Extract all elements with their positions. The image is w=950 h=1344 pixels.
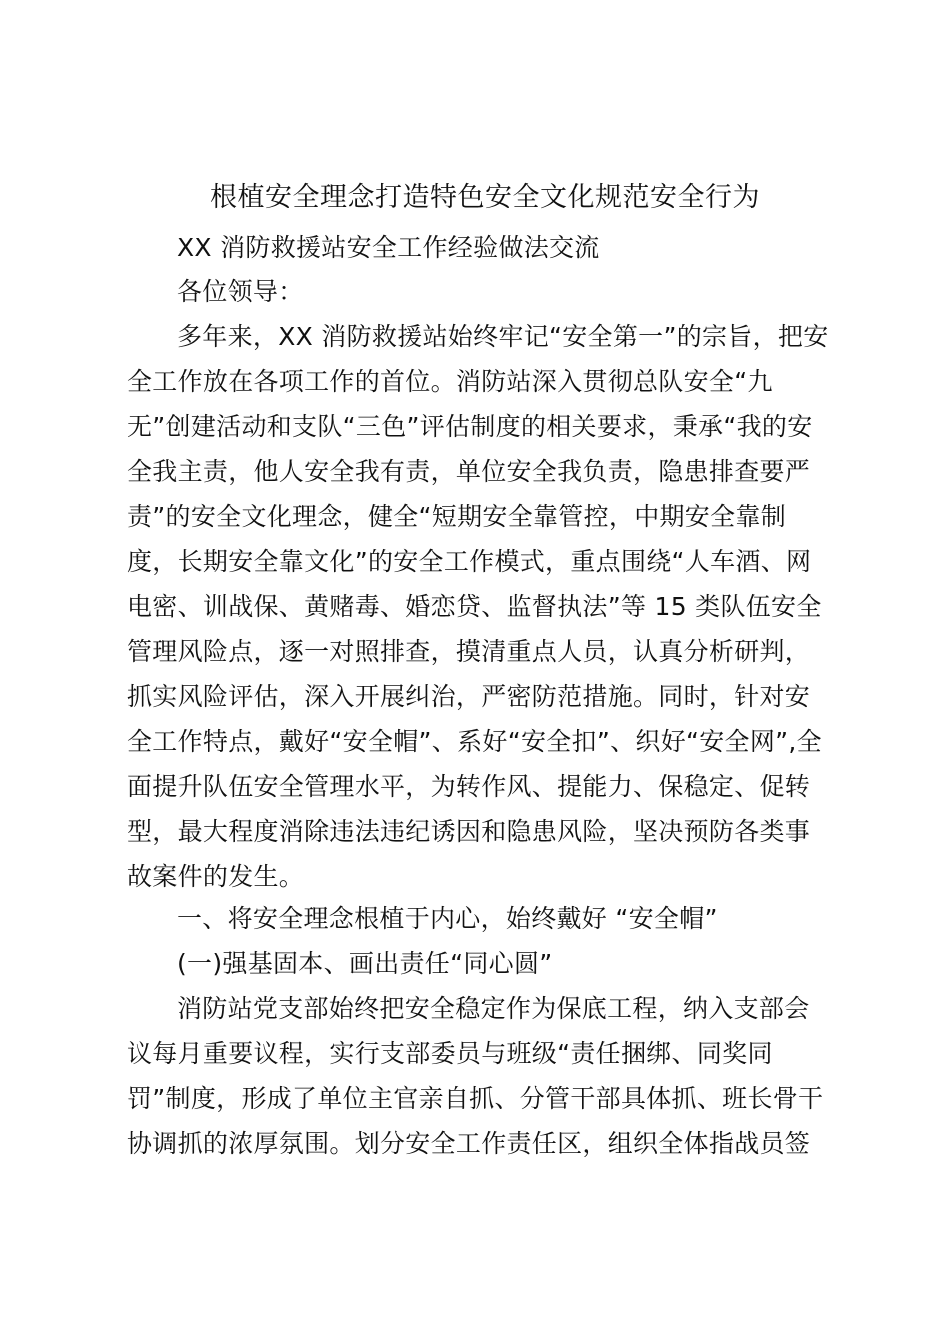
document-title: 根植安全理念打造特色安全文化规范安全行为 [210,182,760,213]
body-line: 度，长期安全靠文化”的安全工作模式，重点围绕“人车酒、网 [127,547,812,576]
body-line: 抓实风险评估，深入开展纠治，严密防范措施。同时，针对安 [127,682,811,711]
body-line: 故案件的发生。 [127,862,305,891]
body-line: 罚”制度，形成了单位主官亲自抓、分管干部具体抓、班长骨干 [127,1084,824,1113]
body-line: 面提升队伍安全管理水平，为转作风、提能力、保稳定、促转 [127,772,811,801]
body-line: 全工作特点，戴好“安全帽”、系好“安全扣”、织好“安全网”,全 [127,727,822,756]
document-subtitle: XX 消防救援站安全工作经验做法交流 [177,233,600,262]
body-line: 无”创建活动和支队“三色”评估制度的相关要求，秉承“我的安 [127,412,813,441]
body-line: 消防站党支部始终把安全稳定作为保底工程，纳入支部会 [177,994,810,1023]
body-line: 责”的安全文化理念，健全“短期安全靠管控，中期安全靠制 [127,502,787,531]
body-line: 全我主责，他人安全我有责，单位安全我负责，隐患排查要严 [127,457,811,486]
salutation: 各位领导： [177,277,304,306]
body-line: 型，最大程度消除违法违纪诱因和隐患风险，坚决预防各类事 [127,817,811,846]
body-line: 管理风险点，逐一对照排查，摸清重点人员，认真分析研判， [127,637,811,666]
body-line: 议每月重要议程，实行支部委员与班级“责任捆绑、同奖同 [127,1039,773,1068]
body-line: 电密、训战保、黄赌毒、婚恋贷、监督执法”等 15 类队伍安全 [127,592,822,621]
subsection-heading: (一)强基固本、画出责任“同心圆” [177,949,553,978]
body-line: 多年来，XX 消防救援站始终牢记“安全第一”的宗旨，把安 [177,322,829,351]
body-line: 全工作放在各项工作的首位。消防站深入贯彻总队安全“九 [127,367,773,396]
section-heading: 一、将安全理念根植于内心，始终戴好 “安全帽” [177,904,718,933]
body-line: 协调抓的浓厚氛围。划分安全工作责任区，组织全体指战员签 [127,1129,811,1158]
